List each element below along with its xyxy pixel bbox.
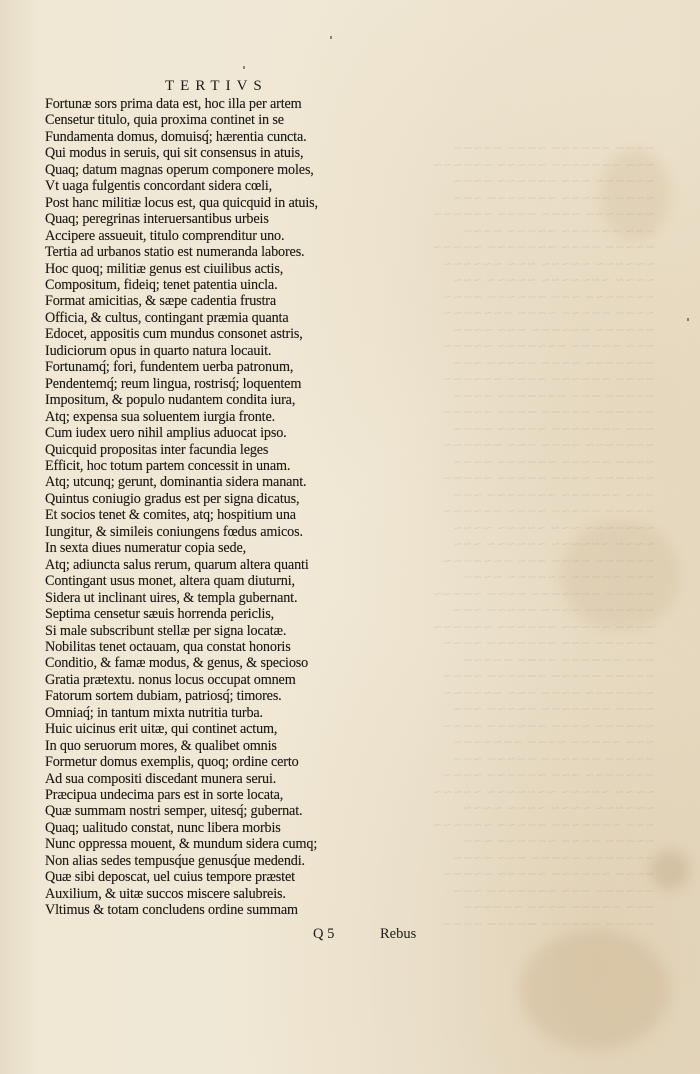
verse-line: Formetur domus exemplis, quoq; ordine certo	[45, 754, 299, 771]
verse-line: Nunc oppressa mouent, & mundum sidera cumq;	[45, 836, 318, 853]
verse-line: Impositum, & populo nudantem condita iura,	[45, 392, 296, 409]
verse-line: Et socios tenet & comites, atq; hospitium una	[45, 507, 296, 524]
verse-line: Quaq; ualitudo constat, nunc libera morbis	[45, 819, 281, 836]
verse-line: Ad sua compositi discedant munera serui.	[45, 770, 277, 787]
verse-line: Iungitur, & simileis coniungens fœdus amicos.	[45, 523, 303, 540]
verse-line: Contingant usus monet, altera quam diuturni,	[45, 573, 295, 590]
verse-line: Si male subscribunt stellæ per signa locatæ.	[45, 622, 287, 639]
verse-line: In quo seruorum mores, & qualibet omnis	[45, 737, 277, 754]
verse-line: Tertia ad urbanos statio est numeranda labores.	[45, 244, 305, 261]
signature-mark: Q 5	[313, 926, 335, 942]
paper-stain	[650, 850, 690, 890]
verse-line: Quæ sibi deposcat, uel cuius tempore præstet	[45, 869, 295, 886]
catchword: Rebus	[380, 926, 417, 942]
verse-text-block	[45, 96, 345, 919]
verse-line: Quæ summam nostri semper, uitesq́; gubernat.	[45, 803, 303, 820]
ink-speck	[330, 36, 332, 39]
verse-line: Cum iudex uero nihil amplius aduocat ipso.	[45, 425, 287, 442]
verse-line: Accipere assueuit, titulo comprenditur uno.	[45, 227, 285, 244]
verse-line: Pendentemq́; reum lingua, rostrisq́; loquentem	[45, 375, 302, 392]
running-head: TERTIVS	[165, 78, 268, 94]
bleed-through-texture: ~~~~ ~~~~~~ ~~~~ ~~~~~ ~~~ ~~~~~~~ ~~~~~ ~~~~~~ ~~~~~~ ~~~ ~~~~~~ ~~~~ ~~~~ ~~~~~ ~~~~~~~ ~~~ ~~~~~~~ ~~~~ ~~~~ ~~~~~~ ~~~ ~~~~~~ ~~~~~ ~~~~ ~~~~~ ~~~~ ~~~~~~~ ~~~~~ ~~~~~~ ~~~~~ ~~~ ~~~~~~ ~~~~ ~~~~~~~ ~~~~~ ~~~ ~~~~~~~ ~~~ ~~~~~~ ~~~~ ~~~~ ~~~~~ ~~~~ ~~~~~~~ ~~~~~~ ~~~~~~ ~~~ ~~~~ ~~~ ~~~~~ ~~~~~~~ ~~~~~ ~~~~~~~ ~~~~ ~~~~~ ~~~ ~~~~ ~~~~~~ ~~~~ ~~~~~~ ~~~~~ ~~~ ~~~~~~~ ~~~~ ~~~~~~ ~~~~~ ~~~~ ~~~~~ ~~~ ~~~~~~~ ~~~~~ ~~~~ ~~~~~~~ ~~~~ ~~~ ~~~~~~ ~~~~ ~~~~~ ~~~~~~ ~~~~ ~~~~~~ ~~~~ ~~~~~ ~~~~~ ~~~ ~~~~~~ ~~~~~~~ ~~~ ~~~~~ ~~~~~ ~~~~ ~~~~~~ ~~~~~~~ ~~~ ~~~~~ ~~~~ ~~~~ ~~~~~~ ~~~~~~ ~~~ ~~~~~~ ~~~~ ~~~ ~~~~~~~ ~~~ ~~~~~ ~~~~~~ ~~~~ ~~~~~ ~~~~~~~ ~~~~ ~~~~~ ~~~~~~~ ~~~~ ~~~~~ ~~~ ~~~~ ~~~~~ ~~~~~~ ~~~~~~ ~~~~~~ ~~~ ~~~~~~~ ~~~~ ~~~ ~~~~~~ ~~~~ ~~~~~ ~~~~~ ~~~~~ ~~~~~~ ~~~~ ~~~~~~~ ~~~~ ~~~ ~~~~~~ ~~~~ ~~~~~~~ ~~~~~ ~~~ ~~~~~~ ~~~~ ~~~~~~ ~~~~ ~~~ ~~~~~ ~~~~ ~~~~~~~ ~~~~~ ~~~~~~ ~~~~~ ~~~ ~~~~~~~ ~~~ ~~~~~~ ~~~~ ~~~~ ~~~~~ ~~~~~~~ ~~~~~ ~~~~~~ ~~~~ ~~~~ ~~~~ ~~~ ~~~~~~~ ~~~~~ ~~~~~~ ~~~~~ ~~~~ ~~~~~~ ~~~ ~~~~~~~ ~~~~~ ~~~ ~~~~ ~~~~ ~~~~~~ ~~~~~ ~~~~~ ~~~~~~ ~~~ ~~~~~~~ ~~~ ~~~ ~~~~~ ~~~~ ~~~~~~ ~~~~~ ~~~~~~ ~~~~~ ~~~~	[432, 141, 655, 931]
verse-line: Atq; adiuncta salus rerum, quarum altera quanti	[45, 556, 309, 573]
verse-line: Septima censetur sæuis horrenda periclis,	[45, 606, 275, 623]
verse-line: Auxilium, & uitæ succos miscere salubreis.	[45, 885, 286, 902]
verse-line: Iudiciorum opus in quarto natura locauit.	[45, 342, 272, 359]
verse-line: Officia, & cultus, contingant præmia quanta	[45, 309, 289, 326]
verse-line: Nobilitas tenet octauam, qua constat honoris	[45, 638, 291, 655]
verse-line: Quicquid propositas inter facundia leges	[45, 441, 269, 458]
verse-line: Atq; utcunq; gerunt, dominantia sidera manant.	[45, 474, 307, 491]
verse-line: Fortunamq́; fori, fundentem uerba patronum,	[45, 359, 294, 376]
verse-line: In sexta diues numeratur copia sede,	[45, 540, 247, 557]
verse-line: Præcipua undecima pars est in sorte locata,	[45, 787, 284, 804]
verse-line: Gratia prætextu. nonus locus occupat omnem	[45, 671, 296, 688]
verse-line: Quaq; datum magnas operum componere moles,	[45, 161, 314, 178]
verse-line: Qui modus in seruis, qui sit consensus in atuis,	[45, 145, 304, 162]
verse-line: Atq; expensa sua soluentem iurgia fronte.	[45, 408, 275, 425]
verse-line: Non alias sedes tempusq́ue genusq́ue medendi.	[45, 852, 305, 869]
ink-speck	[687, 318, 689, 321]
verse-line: Compositum, fideiq; tenet patentia uincla.	[45, 276, 278, 293]
verse-line: Fatorum sortem dubiam, patriosq́; timores.	[45, 688, 282, 705]
verse-line: Format amicitias, & sæpe cadentia frustra	[45, 293, 277, 310]
verse-line: Omniaq́; in tantum mixta nutritia turba.	[45, 704, 263, 721]
verse-line: Censetur titulo, quia proxima continet in se	[45, 112, 284, 129]
verse-line: Edocet, appositis cum mundus consonet astris,	[45, 326, 303, 343]
paper-stain	[520, 930, 670, 1050]
verse-line: Post hanc militiæ locus est, qua quicquid in atuis,	[45, 194, 318, 211]
verse-line: Vt uaga fulgentis concordant sidera cœli,	[45, 178, 273, 195]
verse-line: Efficit, hoc totum partem concessit in unam.	[45, 457, 291, 474]
verse-line: Fundamenta domus, domuisq́; hærentia cuncta.	[45, 128, 307, 145]
verse-line: Fortunæ sors prima data est, hoc illa per artem	[45, 96, 302, 112]
verse-line: Huic uicinus erit uitæ, qui continet actum,	[45, 721, 278, 738]
verse-line: Vltimus & totam concludens ordine summam	[45, 902, 298, 919]
verse-line: Sidera ut inclinant uires, & templa gubernant.	[45, 589, 298, 606]
ink-speck	[243, 66, 245, 69]
verse-line: Hoc quoq; militiæ genus est ciuilibus actis,	[45, 260, 284, 277]
verse-line: Conditio, & famæ modus, & genus, & specioso	[45, 655, 309, 672]
verse-line: Quintus coniugio gradus est per signa dicatus,	[45, 490, 300, 507]
verse-line: Quaq; peregrinas interuersantibus urbeis	[45, 211, 269, 228]
